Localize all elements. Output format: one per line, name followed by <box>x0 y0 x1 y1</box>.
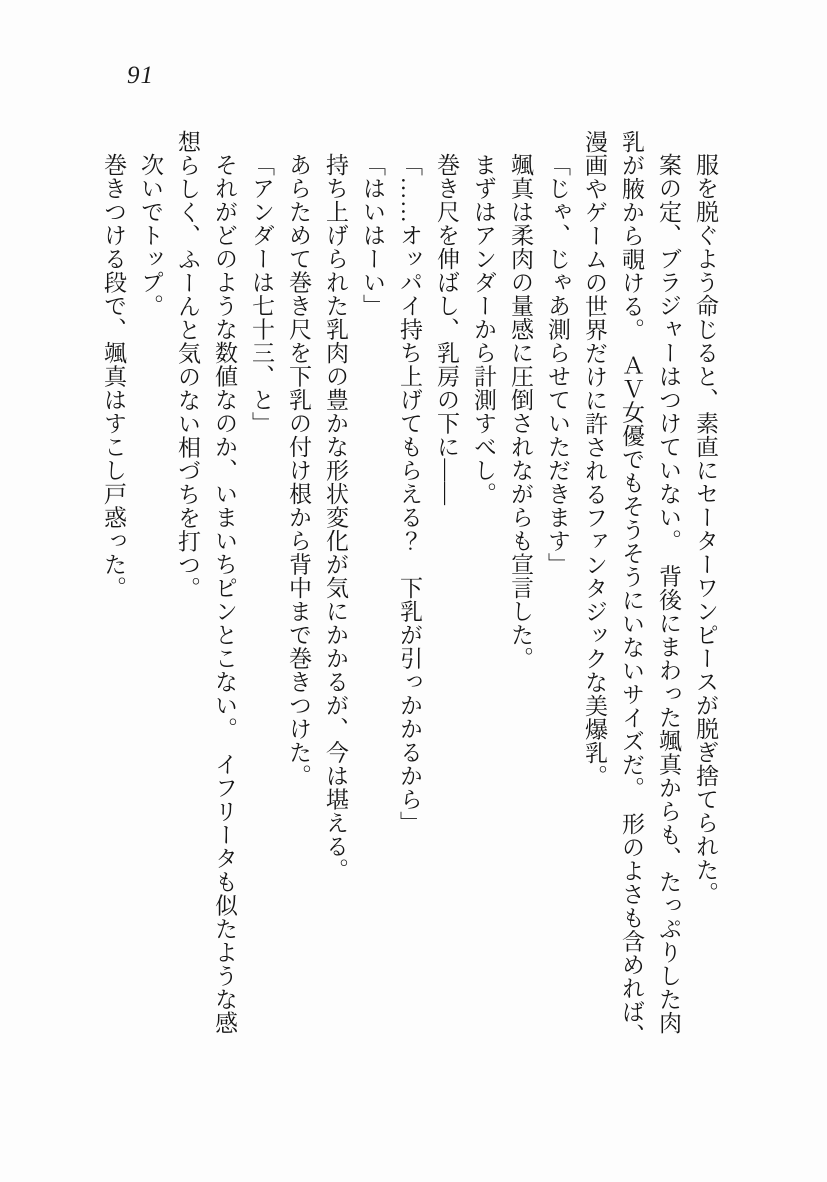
text-column: 「はいはーい」 <box>360 153 385 318</box>
text-column: 持ち上げられた乳肉の豊かな形状変化が気にかかるが、今は堪える。 <box>323 153 348 882</box>
text-column: 「じゃ、じゃあ測らせていただきます」 <box>545 153 570 576</box>
text-column: まずはアンダーから計測すべし。 <box>471 153 496 506</box>
text-column: あらためて巻き尺を下乳の付け根から背中まで巻きつけた。 <box>286 153 311 788</box>
text-column: 次いでトップ。 <box>138 153 163 318</box>
text-column: 漫画やゲームの世界だけに許されるファンタジックな美爆乳。 <box>582 130 607 788</box>
text-column: 颯真は柔肉の量感に圧倒されながらも宣言した。 <box>508 153 533 670</box>
text-column: 「アンダーは七十三、と」 <box>249 153 274 435</box>
text-block <box>95 130 724 1075</box>
text-column: 想らしく、ふーんと気のない相づちを打つ。 <box>175 130 200 600</box>
text-column: 「……オッパイ持ち上げてもらえる？ 下乳が引っかかるから」 <box>397 153 422 835</box>
page-number: 91 <box>127 62 154 89</box>
text-column: 案の定、ブラジャーはつけていない。 背後にまわった颯真からも、たっぷりした肉 <box>656 153 681 1035</box>
text-column: 乳が腋から覗ける。 ＡＶ女優でもそうそうにいないサイズだ。 形のよさも含めれば、 <box>619 130 644 1047</box>
text-column: 巻きつける段で、颯真はすこし戸惑った。 <box>101 153 126 600</box>
text-column: 巻き尺を伸ばし、乳房の下に―― <box>434 153 459 506</box>
text-column: それがどのような数値なのか、いまいちピンとこない。 イフリータも似たような感 <box>212 153 237 1035</box>
text-column: 服を脱ぐよう命じると、素直にセーターワンピースが脱ぎ捨てられた。 <box>693 153 718 905</box>
